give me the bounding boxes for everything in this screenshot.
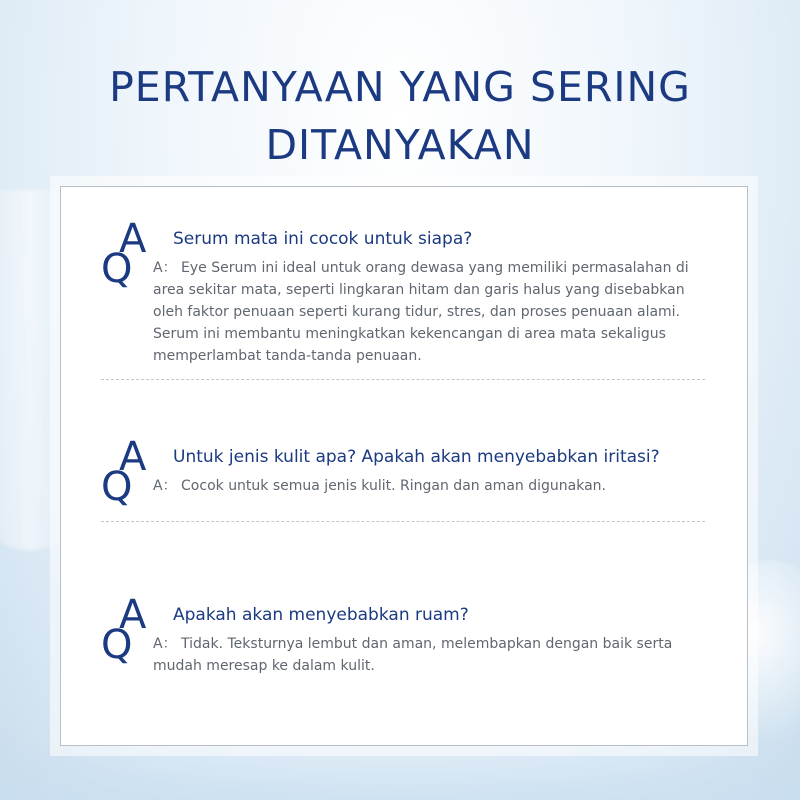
page-title-line1: PERTANYAAN YANG SERING xyxy=(109,63,691,111)
qa-icon-a: A xyxy=(119,216,147,262)
qa-icon-a: A xyxy=(119,592,147,638)
faq-question: Serum mata ini cocok untuk siapa? xyxy=(173,229,473,249)
page-title-line2: DITANYAKAN xyxy=(265,121,535,169)
faq-answer: A： Eye Serum ini ideal untuk orang dewasa yang memiliki permasalahan di area sekitar mata, seperti lingkaran hitam dan garis halus yang disebabkan oleh faktor penuaan seperti kurang tidur, stres, dan proses penuaan alami. Serum ini membantu meningkatkan kekencangan di area mata sekaligus memperlambat tanda-tanda penuaan. xyxy=(153,260,689,364)
page-title xyxy=(0,58,800,174)
qa-icon xyxy=(101,434,157,511)
qa-icon-q: Q xyxy=(101,622,133,668)
faq-card xyxy=(60,186,748,746)
qa-icon xyxy=(101,216,157,293)
background-bottom-shade xyxy=(0,740,800,800)
faq-divider xyxy=(101,379,705,380)
faq-answer: A： Cocok untuk semua jenis kulit. Ringan dan aman digunakan. xyxy=(153,478,606,494)
faq-answer: A： Tidak. Teksturnya lembut dan aman, melembapkan dengan baik serta mudah meresap ke dalam kulit. xyxy=(153,636,673,674)
qa-icon-a: A xyxy=(119,434,147,480)
faq-question: Untuk jenis kulit apa? Apakah akan menyebabkan iritasi? xyxy=(173,447,660,467)
qa-icon xyxy=(101,592,157,669)
qa-icon-q: Q xyxy=(101,246,133,292)
qa-icon-q: Q xyxy=(101,464,133,510)
faq-question: Apakah akan menyebabkan ruam? xyxy=(173,605,469,625)
faq-divider xyxy=(101,521,705,522)
